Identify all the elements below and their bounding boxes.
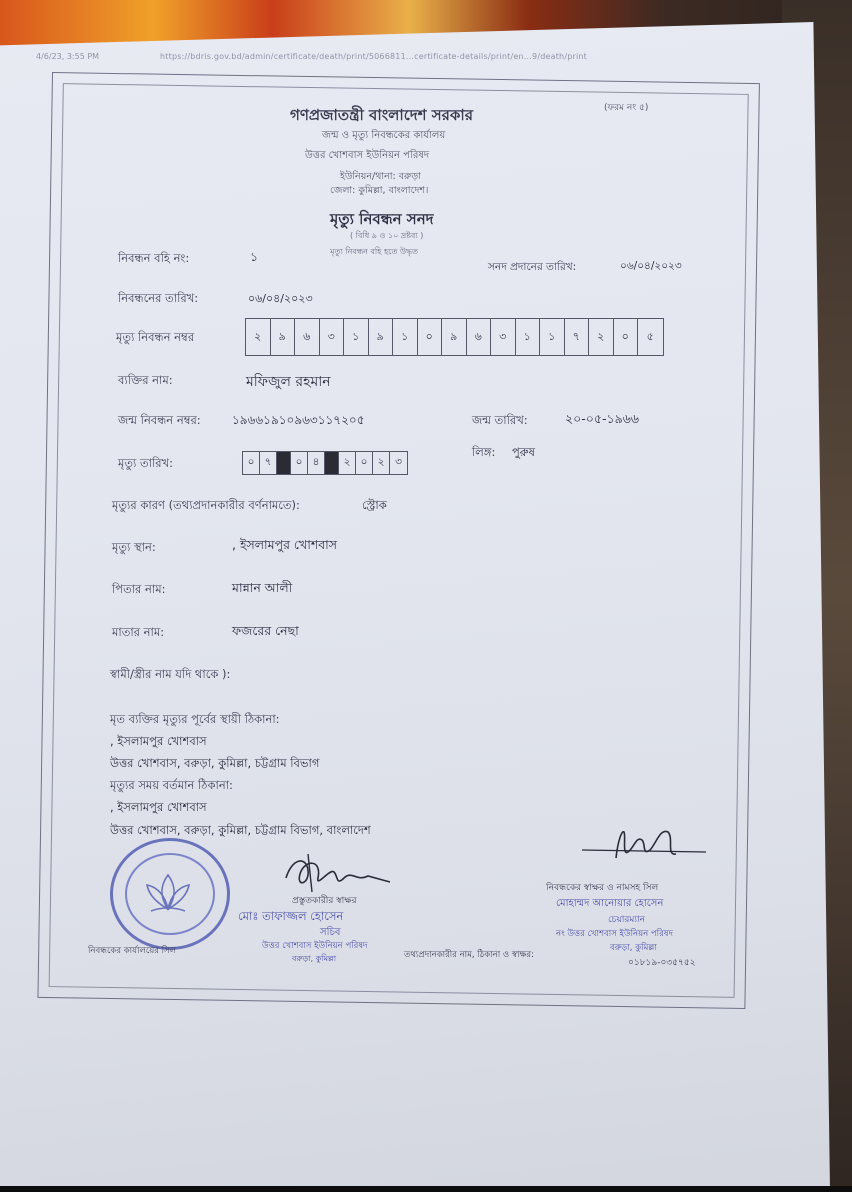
father-label: পিতার নাম: (112, 582, 166, 596)
rule-reference: ( বিধি ৯ ও ১০ দ্রষ্টব্য ) (350, 231, 424, 240)
death-place-label: মৃত্যু স্থান: (112, 540, 156, 554)
mother-value: ফজরের নেছা (232, 623, 299, 638)
present-address-label: মৃত্যুর সময় বর্তমান ঠিকানা: (110, 778, 233, 792)
date-digit-box: ০ (291, 452, 308, 474)
permanent-address-line-1: , ইসলামপুর খোশবাস (110, 734, 207, 748)
bottom-edge (0, 1186, 852, 1192)
name-value: মফিজুল রহমান (246, 374, 331, 390)
permanent-address-label: মৃত ব্যক্তির মৃত্যুর পূর্বের স্থায়ী ঠিকানা: (110, 712, 280, 726)
reg-digit-box: ৩ (491, 319, 516, 355)
spouse-label: স্বামী/স্ত্রীর নাম যদি থাকে ): (110, 667, 231, 681)
death-date-label: মৃত্যু তারিখ: (118, 456, 174, 470)
gender-value: পুরুষ (512, 445, 535, 459)
register-book-label: নিবন্ধন বহি নং: (118, 251, 190, 265)
reg-digit-box: ৯ (271, 319, 296, 355)
reg-digit-box: ১ (516, 319, 541, 355)
date-digit-box: ২ (373, 452, 390, 474)
reg-digit-box: ০ (614, 319, 639, 355)
bottom-office-name: উত্তর খোশবাস ইউনিয়ন পরিষদ (262, 941, 368, 951)
water-lily-emblem-icon (141, 869, 195, 915)
bottom-office-place: বরুড়া, কুমিল্লা (292, 954, 337, 963)
certificate-title: মৃত্যু নিবন্ধন সনদ (330, 210, 434, 228)
issue-date-label: সনদ প্রদানের তারিখ: (488, 261, 577, 273)
office-line-1: জন্ম ও মৃত্যু নিবন্ধকের কার্যালয় (322, 130, 446, 141)
registrar-title: চেয়ারম্যান (608, 915, 645, 925)
reg-digit-box: ২ (246, 319, 271, 355)
informant-signature-label: প্রস্তুতকারীর স্বাক্ষর (292, 896, 357, 906)
reg-digit-box: ৬ (295, 319, 320, 355)
date-digit-box: ০ (243, 452, 260, 474)
reg-digit-box: ৭ (565, 319, 590, 355)
office-line-2: উত্তর খোশবাস ইউনিয়ন পরিষদ (305, 150, 430, 161)
informant-title: সচিব (320, 927, 341, 938)
informant-phone: ০১৮১৯-০৩৫৭৫২ (628, 958, 696, 968)
informant-signature (278, 848, 398, 898)
date-separator-box (277, 452, 291, 474)
birth-reg-label: জন্ম নিবন্ধন নম্বর: (118, 413, 201, 427)
reg-digit-box: ৯ (442, 319, 467, 355)
print-datetime: 4/6/23, 3:55 PM (36, 52, 100, 61)
cause-label: মৃত্যুর কারণ (তথ্যপ্রদানকারীর বর্ণনামতে): (112, 498, 300, 512)
reg-digit-box: ৯ (369, 319, 394, 355)
issue-date-value: ০৬/০৪/২০২৩ (620, 260, 682, 272)
reg-digit-box: ১ (393, 319, 418, 355)
reg-digit-box: ১ (344, 319, 369, 355)
permanent-address-line-2: উত্তর খোশবাস, বরুড়া, কুমিল্লা, চট্টগ্রাম বিভাগ (110, 756, 320, 770)
birth-date-label: জন্ম তারিখ: (472, 413, 528, 427)
reg-digit-box: ১ (540, 319, 565, 355)
location-line-1: ইউনিয়ন/থানা: বরুড়া (340, 171, 421, 182)
book-note: মৃত্যু নিবন্ধন বহি হতে উদ্ধৃত (330, 247, 419, 256)
reg-digit-box: ০ (418, 319, 443, 355)
death-place-value: , ইসলামপুর খোশবাস (232, 537, 338, 552)
registrar-name: মোহাম্মদ আনোয়ার হোসেন (556, 898, 664, 909)
print-url: https://bdris.gov.bd/admin/certificate/death/print/5066811...certificate-details/print/en...9/death/print (160, 52, 588, 61)
date-digit-box: ০ (356, 452, 373, 474)
cause-value: স্ট্রোক (362, 498, 387, 512)
register-book-value: ১ (250, 249, 259, 264)
reg-digit-box: ৬ (467, 319, 492, 355)
mother-label: মাতার নাম: (112, 625, 165, 639)
registration-date-label: নিবন্ধনের তারিখ: (118, 291, 199, 305)
death-reg-no-boxes (245, 318, 664, 356)
registrar-signature-label: নিবন্ধকের স্বাক্ষর ও নামসহ সিল (546, 883, 659, 893)
reg-digit-box: ৩ (320, 319, 345, 355)
bottom-office-seal-label: নিবন্ধকের কার্যালয়ের সিল (88, 946, 176, 956)
date-separator-box (325, 452, 339, 474)
date-digit-box: ৭ (260, 452, 277, 474)
government-heading: গণপ্রজাতন্ত্রী বাংলাদেশ সরকার (290, 106, 473, 124)
registrar-place: বরুড়া, কুমিল্লা (610, 943, 657, 953)
date-digit-box: ৪ (308, 452, 325, 474)
registration-date-value: ০৬/০৪/২০২৩ (248, 292, 313, 305)
informant-details-label: তথ্যপ্রদানকারীর নাম, ঠিকানা ও স্বাক্ষর: (404, 950, 534, 960)
location-line-2: জেলা: কুমিল্লা, বাংলাদেশ। (330, 185, 429, 196)
present-address-line-2: উত্তর খোশবাস, বরুড়া, কুমিল্লা, চট্টগ্রাম বিভাগ, বাংলাদেশ (110, 823, 371, 837)
name-label: ব্যক্তির নাম: (118, 373, 173, 387)
date-digit-box: ৩ (395, 455, 402, 468)
present-address-line-1: , ইসলামপুর খোশবাস (110, 800, 207, 814)
death-reg-no-label: মৃত্যু নিবন্ধন নম্বর (116, 330, 195, 344)
death-date-boxes (242, 451, 408, 475)
birth-reg-value: ১৯৬৬১৯১০৯৬৩১১৭২০৫ (232, 413, 365, 427)
form-number: (ফরম নং ৫) (604, 103, 649, 113)
reg-digit-box: ৫ (646, 329, 654, 343)
birth-date-value: ২০-০৫-১৯৬৬ (565, 411, 639, 426)
father-value: মান্নান আলী (232, 580, 293, 595)
registrar-union: নং উত্তর খোশবাস ইউনিয়ন পরিষদ (556, 929, 673, 939)
reg-digit-box: ২ (589, 319, 614, 355)
gender-label: লিঙ্গ: (472, 445, 496, 459)
office-seal-stamp (110, 838, 230, 950)
informant-name: মোঃ তাফাজ্জল হোসেন (238, 909, 344, 923)
registrar-signature (576, 822, 716, 870)
date-digit-box: ২ (339, 452, 356, 474)
